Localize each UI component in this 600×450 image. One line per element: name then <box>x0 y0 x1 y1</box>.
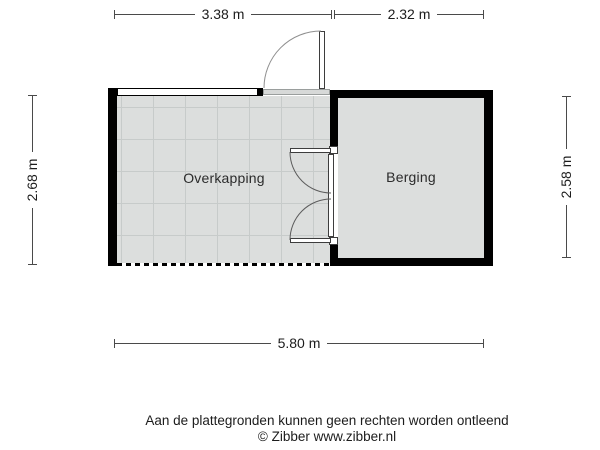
dimension-right <box>557 96 575 258</box>
dimension-line <box>566 97 567 149</box>
dimension-left <box>23 95 41 265</box>
dimension-line <box>32 96 33 152</box>
dimension-tick <box>483 339 484 348</box>
double-door-closed-panel <box>328 154 334 237</box>
door-threshold <box>263 89 330 95</box>
footer <box>54 413 600 445</box>
double-door-leaf-top <box>290 148 331 153</box>
footer-credit: © Zibber www.zibber.nl <box>257 429 397 444</box>
dimension-tick <box>28 95 37 96</box>
dimension-line <box>335 14 381 15</box>
dimension-right-label: 2.58 m <box>558 155 574 199</box>
dimension-line <box>437 14 483 15</box>
room-label-overkapping: Overkapping <box>183 170 265 186</box>
room-label-berging: Berging <box>386 169 436 185</box>
dimension-tick <box>483 10 484 19</box>
dimension-tick <box>28 264 37 265</box>
dimension-line <box>251 14 331 15</box>
dimension-bottom <box>114 334 484 352</box>
dimension-line <box>566 205 567 257</box>
dimension-line <box>115 343 271 344</box>
dimension-top-right <box>334 5 484 23</box>
dimension-tick <box>331 10 332 19</box>
dimension-left-label: 2.68 m <box>24 158 40 202</box>
dimension-bottom-label: 5.80 m <box>277 335 321 351</box>
dimension-line <box>327 343 483 344</box>
single-door-leaf <box>319 31 325 89</box>
single-door-arc <box>264 31 321 88</box>
dimension-tick <box>562 257 571 258</box>
beam-top <box>117 88 263 96</box>
dimension-line <box>32 208 33 264</box>
dimension-top-left <box>114 5 332 23</box>
dimension-tick <box>562 96 571 97</box>
dimension-top-right-label: 2.32 m <box>387 6 431 22</box>
dimension-top-left-label: 3.38 m <box>201 6 245 22</box>
double-door-leaf-bottom <box>290 238 331 243</box>
wall-left <box>108 88 117 266</box>
dimension-line <box>115 14 195 15</box>
open-edge-dashed <box>117 263 332 266</box>
footer-disclaimer: Aan de plattegronden kunnen geen rechten worden ontleend <box>145 413 509 428</box>
